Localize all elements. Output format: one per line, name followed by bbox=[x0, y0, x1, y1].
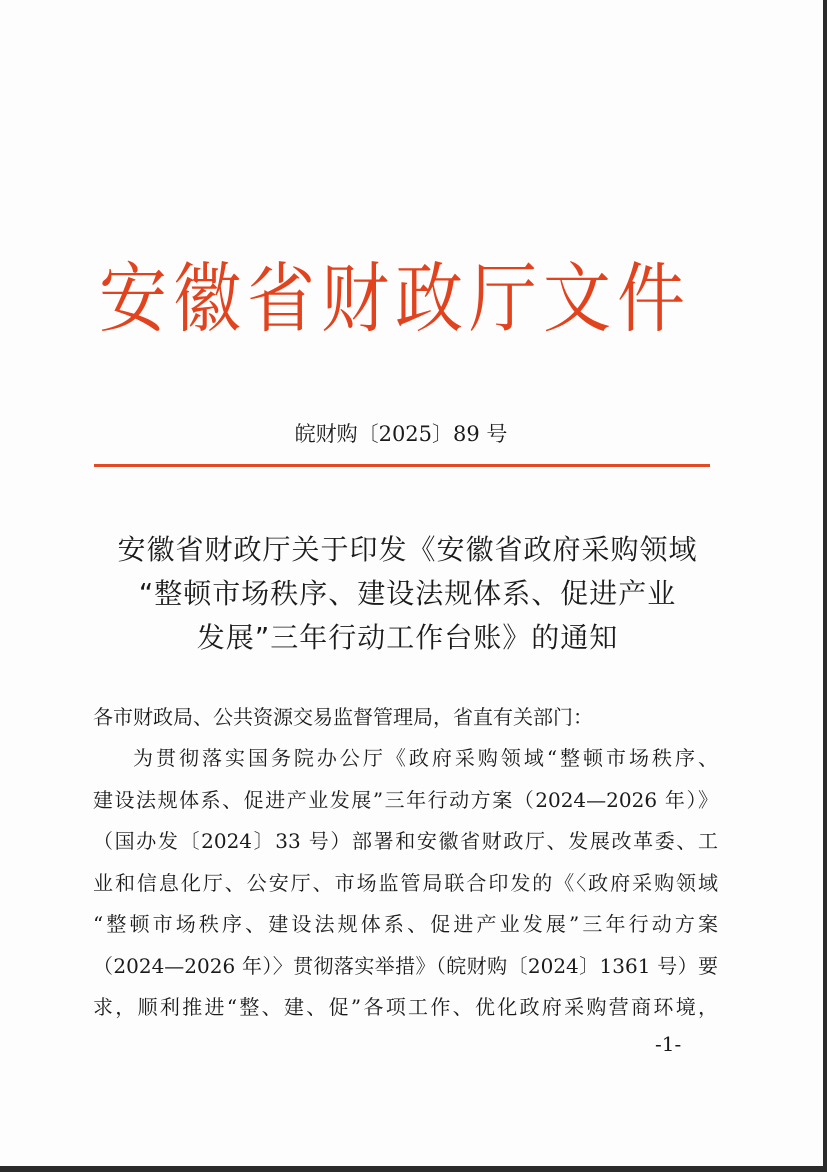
scan-edge-right bbox=[823, 0, 827, 1172]
body-line-4: 业和信息化厅、公安厅、市场监管局联合印发的《〈政府采购领域 bbox=[93, 870, 718, 895]
title-line-3: 发展”三年行动工作台账》的通知 bbox=[196, 621, 619, 654]
document-header: 安徽省财政厅文件 bbox=[98, 255, 691, 345]
document-title bbox=[80, 528, 735, 660]
title-line-2: “整顿市场秩序、建设法规体系、促进产业 bbox=[138, 577, 677, 610]
scan-edge-bottom bbox=[0, 1166, 827, 1172]
body-line-2: 建设法规体系、促进产业发展”三年行动方案（2024—2026 年）》 bbox=[93, 787, 718, 812]
body-text bbox=[93, 738, 718, 1029]
body-line-6: （2024—2026 年）〉贯彻落实举措》（皖财购〔2024〕1361 号）要 bbox=[93, 953, 718, 978]
document-number: 皖财购〔2025〕89 号 bbox=[294, 422, 508, 446]
title-line-1: 安徽省财政厅关于印发《安徽省政府采购领域 bbox=[117, 533, 698, 566]
body-line-7: 求，顺利推进“整、建、促”各项工作、优化政府采购营商环境， bbox=[93, 995, 718, 1019]
red-divider-line bbox=[94, 464, 710, 467]
recipients-line: 各市财政局、公共资源交易监督管理局，省直有关部门： bbox=[93, 705, 593, 729]
body-line-3: （国办发〔2024〕33 号）部署和安徽省财政厅、发展改革委、工 bbox=[93, 829, 718, 853]
page-number: -1- bbox=[655, 1032, 682, 1056]
body-line-5: “整顿市场秩序、建设法规体系、促进产业发展”三年行动方案 bbox=[93, 912, 718, 936]
body-line-1: 为贯彻落实国务院办公厅《政府采购领域“整顿市场秩序、 bbox=[133, 746, 718, 770]
